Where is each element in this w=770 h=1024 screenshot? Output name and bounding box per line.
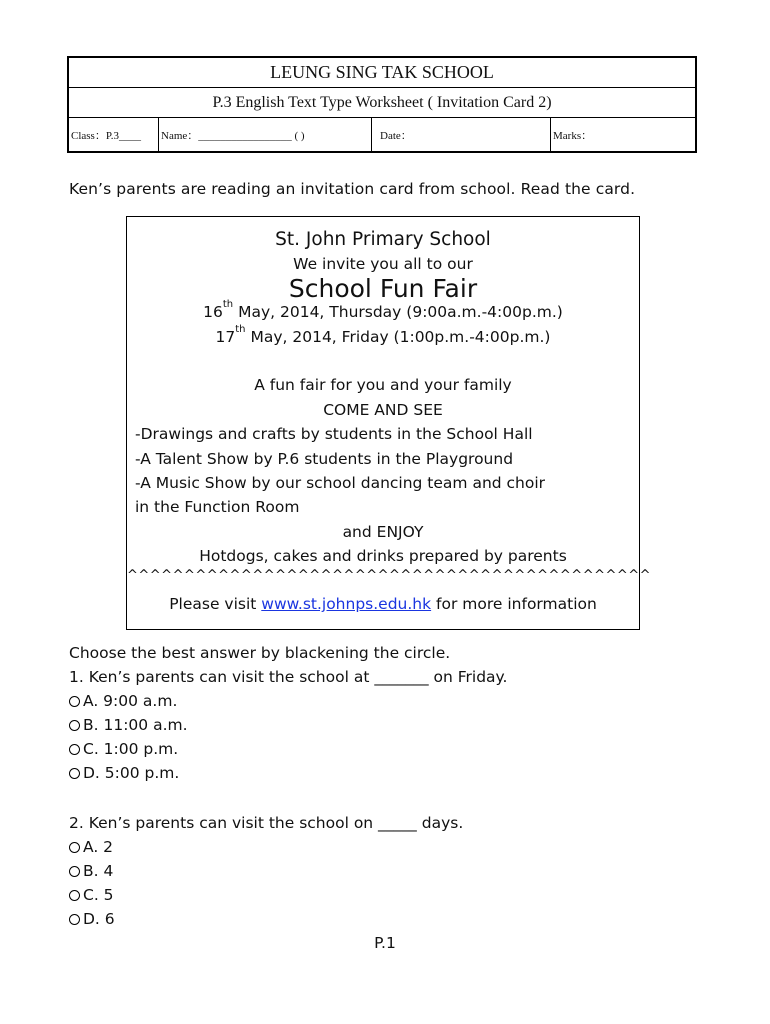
option-label: D. 6 bbox=[83, 910, 115, 928]
date1-suffix: th bbox=[222, 299, 234, 310]
page-number: P.1 bbox=[374, 934, 396, 952]
option-label: B. 4 bbox=[83, 862, 114, 880]
radio-circle-icon[interactable] bbox=[69, 866, 80, 877]
class-field: Class：P.3____ bbox=[69, 118, 159, 151]
radio-circle-icon[interactable] bbox=[69, 696, 80, 707]
card-food-line: Hotdogs, cakes and drinks prepared by parents bbox=[199, 547, 567, 565]
answer-option[interactable] bbox=[69, 910, 115, 928]
intro-text: Ken’s parents are reading an invitation card from school. Read the card. bbox=[69, 180, 636, 198]
answer-option[interactable] bbox=[69, 764, 179, 782]
name-field: Name：_________________ ( ) bbox=[159, 118, 372, 151]
card-invite-line: We invite you all to our bbox=[293, 255, 473, 273]
card-fun-line: A fun fair for you and your family bbox=[254, 376, 512, 394]
date2-suffix: th bbox=[235, 324, 246, 335]
school-name: LEUNG SING TAK SCHOOL bbox=[69, 58, 695, 88]
answer-option[interactable] bbox=[69, 692, 177, 710]
card-activity: -A Music Show by our school dancing team and choir bbox=[135, 474, 546, 492]
visit-prefix: Please visit bbox=[169, 595, 262, 613]
card-activity: in the Function Room bbox=[135, 498, 300, 516]
worksheet-title: P.3 English Text Type Worksheet ( Invitation Card 2) bbox=[69, 88, 695, 118]
marks-field: Marks： bbox=[553, 129, 593, 142]
answer-option[interactable] bbox=[69, 716, 188, 734]
date1-rest: May, 2014, Thursday (9:00a.m.-4:00p.m.) bbox=[233, 303, 563, 321]
option-label: D. 5:00 p.m. bbox=[83, 764, 180, 782]
radio-circle-icon[interactable] bbox=[69, 768, 80, 779]
option-label: B. 11:00 a.m. bbox=[83, 716, 188, 734]
card-school-name: St. John Primary School bbox=[275, 229, 491, 250]
date-field: Date： bbox=[372, 118, 551, 151]
question-1: 1. Ken’s parents can visit the school at _______ on Friday. bbox=[69, 668, 508, 686]
radio-circle-icon[interactable] bbox=[69, 720, 80, 731]
answer-option[interactable] bbox=[69, 838, 113, 856]
option-label: A. 2 bbox=[83, 838, 114, 856]
student-info-row bbox=[69, 118, 695, 151]
card-event-title: School Fun Fair bbox=[288, 274, 478, 303]
card-date-friday bbox=[127, 324, 639, 346]
option-label: A. 9:00 a.m. bbox=[83, 692, 178, 710]
answer-option[interactable] bbox=[69, 740, 178, 758]
answer-option[interactable] bbox=[69, 886, 114, 904]
card-activity: -Drawings and crafts by students in the School Hall bbox=[135, 425, 533, 443]
card-come-and-see: COME AND SEE bbox=[323, 401, 443, 419]
radio-circle-icon[interactable] bbox=[69, 744, 80, 755]
visit-suffix: for more information bbox=[431, 595, 597, 613]
option-label: C. 1:00 p.m. bbox=[83, 740, 179, 758]
card-date-thursday bbox=[127, 299, 639, 321]
question-2: 2. Ken’s parents can visit the school on _____ days. bbox=[69, 814, 464, 832]
card-enjoy: and ENJOY bbox=[342, 523, 424, 541]
radio-circle-icon[interactable] bbox=[69, 890, 80, 901]
answer-option[interactable] bbox=[69, 862, 113, 880]
card-visit-line bbox=[127, 595, 639, 613]
radio-circle-icon[interactable] bbox=[69, 914, 80, 925]
worksheet-header bbox=[67, 56, 697, 153]
school-website-link[interactable]: www.st.johnps.edu.hk bbox=[261, 595, 432, 613]
date2-rest: May, 2014, Friday (1:00p.m.-4:00p.m.) bbox=[245, 328, 551, 346]
date2-day: 17 bbox=[215, 328, 236, 346]
card-activity: -A Talent Show by P.6 students in the Playground bbox=[135, 450, 514, 468]
date1-day: 16 bbox=[203, 303, 223, 321]
option-label: C. 5 bbox=[83, 886, 114, 904]
card-decorative-divider: ^^^^^^^^^^^^^^^^^^^^^^^^^^^^^^^^^^^^^^^^^^^^^^ bbox=[127, 568, 652, 583]
instructions: Choose the best answer by blackening the circle. bbox=[69, 644, 451, 662]
radio-circle-icon[interactable] bbox=[69, 842, 80, 853]
invitation-card bbox=[126, 216, 652, 630]
